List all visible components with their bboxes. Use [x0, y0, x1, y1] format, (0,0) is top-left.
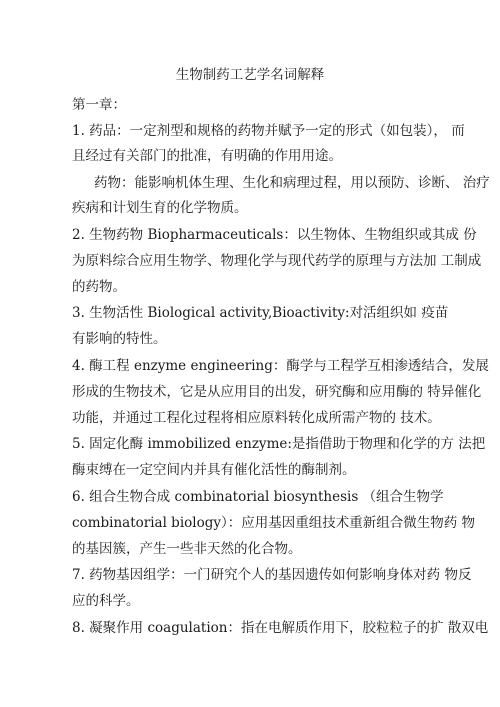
text-line: 疾病和计划生育的化学物质。 — [72, 200, 248, 216]
text-line: 2. 生物药物 Biopharmaceuticals：以生物体、生物组织或其成 份 — [72, 227, 477, 243]
text-line: 8. 凝聚作用 coagulation：指在电解质作用下，胶粒粒子的扩 散双电 — [72, 620, 489, 636]
text-line: 应的科学。 — [72, 593, 140, 609]
text-line: 5. 固定化酶 immobilized enzyme:是指借助于物理和化学的方 法把 — [72, 436, 486, 452]
text-line: 为原料综合应用生物学、物理化学与现代药学的原理与方法加 工制成 — [72, 253, 482, 269]
text-line: 的药物。 — [72, 279, 126, 295]
chapter-heading: 第一章： — [72, 97, 126, 113]
text-line: 3. 生物活性 Biological activity,Bioactivity:对活组织如 疫苗 — [72, 305, 449, 321]
text-line: 的基因簇，产生一些非天然的化合物。 — [72, 541, 302, 557]
document-title: 生物制药工艺学名词解释 — [175, 67, 325, 83]
text-line: 形成的生物技术，它是从应用目的出发，研究酶和应用酶的 特异催化 — [72, 384, 482, 400]
text-line: 7. 药物基因组学：一门研究个人的基因遗传如何影响身体对药 物反 — [72, 567, 472, 583]
text-line: 6. 组合生物合成 combinatorial biosynthesis （组合生物学 — [72, 489, 444, 505]
text-line: 1. 药品：一定剂型和规格的药物并赋予一定的形式（如包装）， 而 — [72, 123, 465, 139]
text-line: combinatorial biology）：应用基因重组技术重新组合微生物药 物 — [72, 515, 476, 531]
text-line: 4. 酶工程 enzyme engineering：酶学与工程学互相渗透结合，发展 — [72, 358, 489, 374]
text-line: 功能，并通过工程化过程将相应原料转化成所需产物的 技术。 — [72, 410, 441, 426]
text-line: 酶束缚在一定空间内并具有催化活性的酶制剂。 — [72, 462, 356, 478]
text-line: 有影响的特性。 — [72, 331, 167, 347]
text-line: 且经过有关部门的批准，有明确的作用用途。 — [72, 148, 342, 164]
text-line: 药物：能影响机体生理、生化和病理过程，用以预防、诊断、 治疗 — [94, 175, 490, 191]
